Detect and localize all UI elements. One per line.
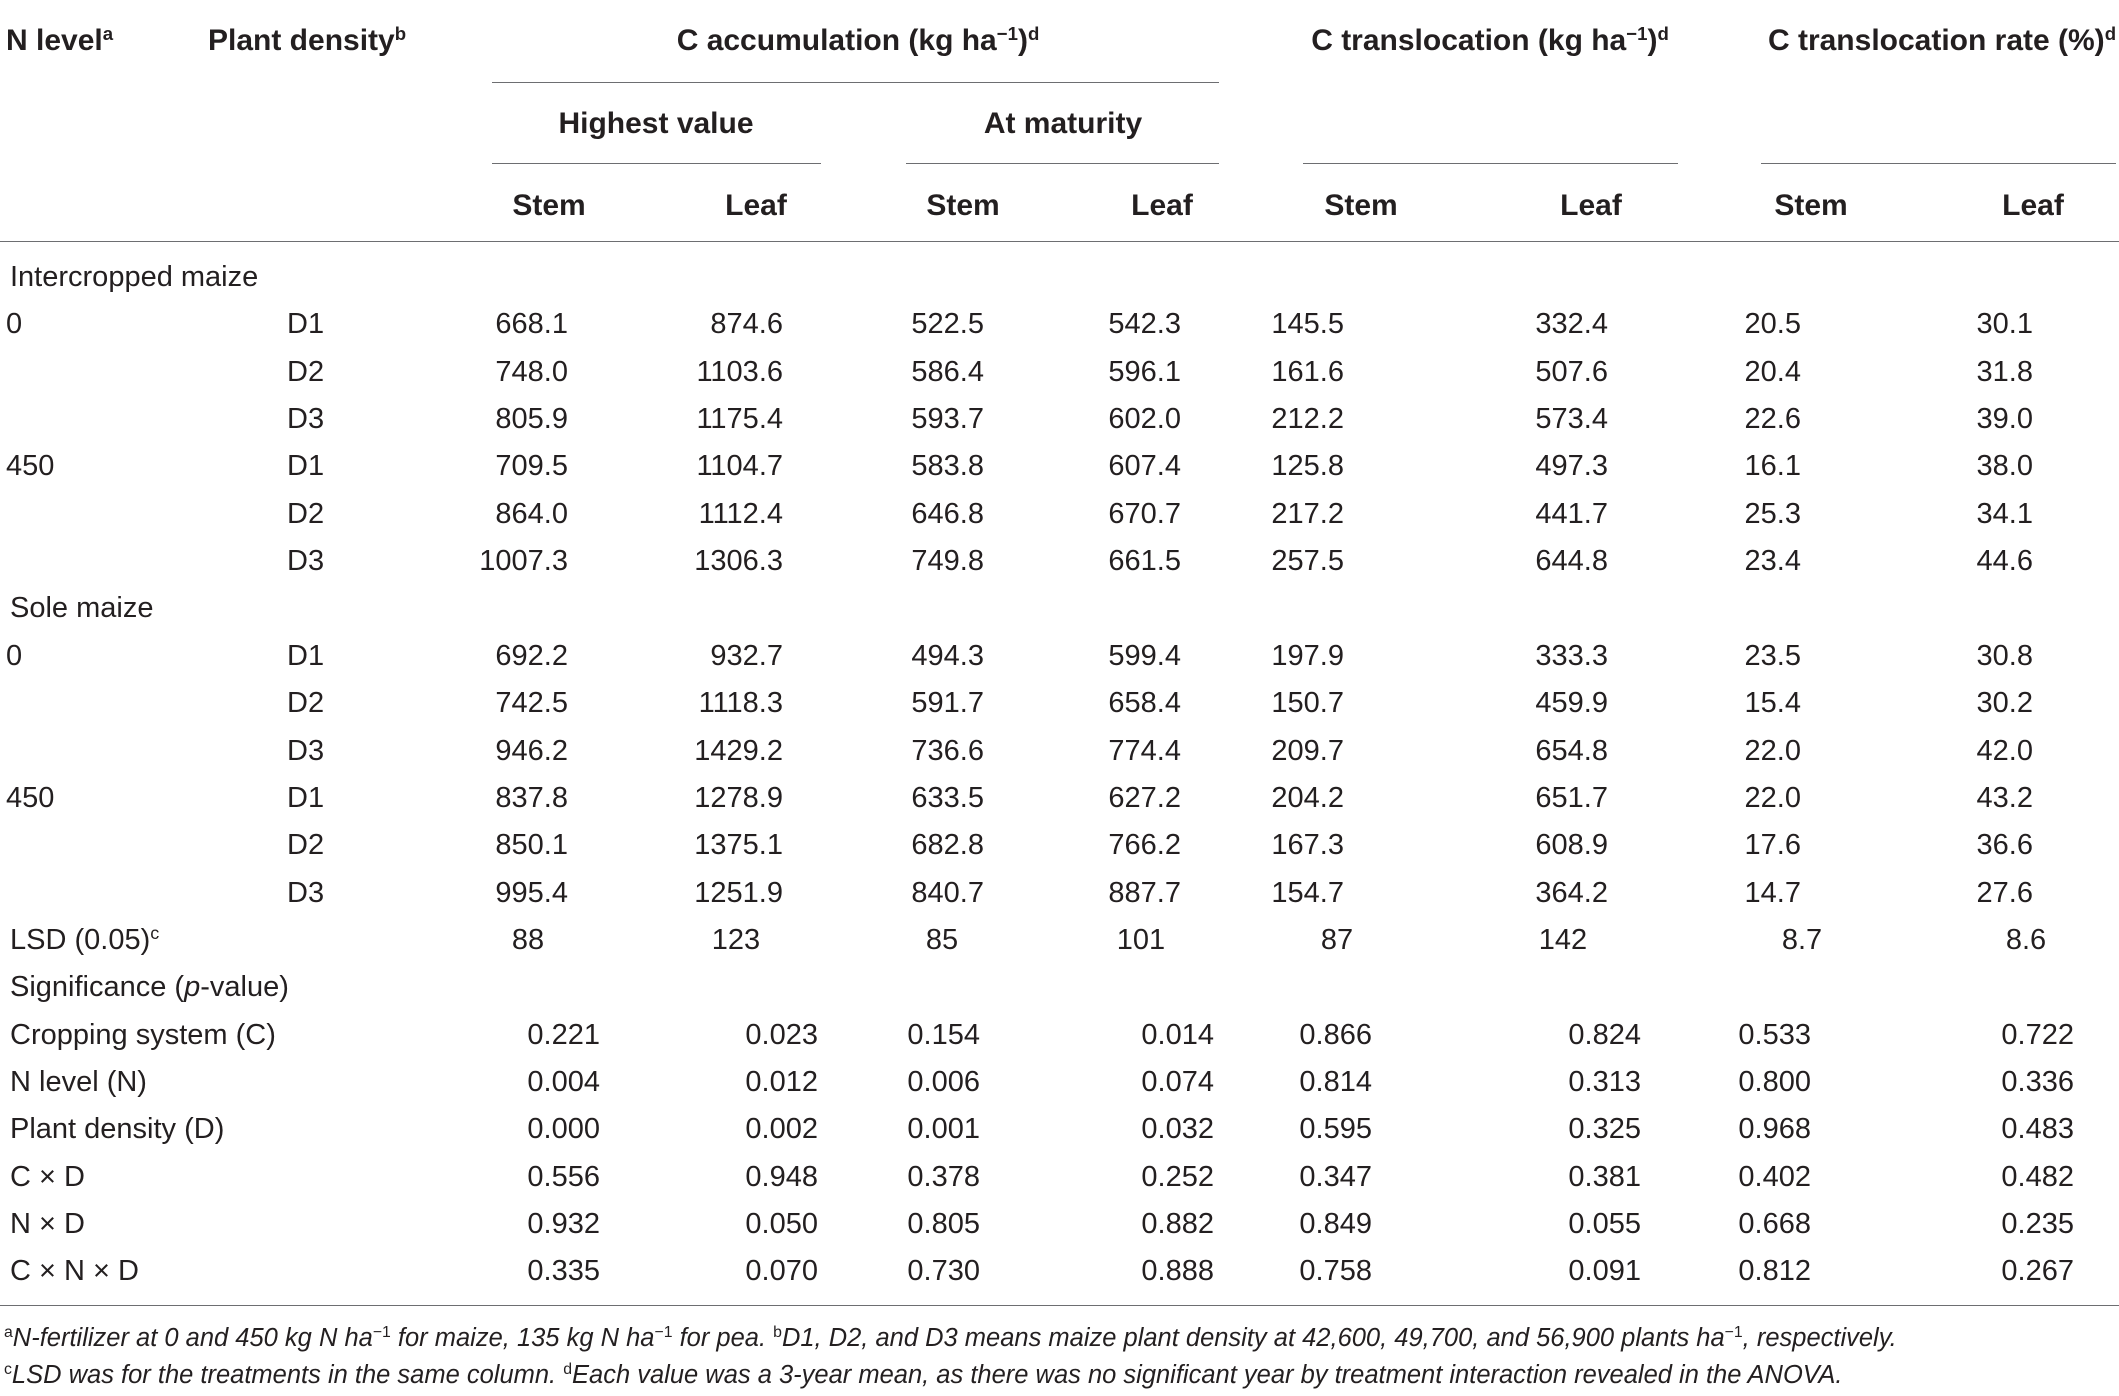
p-value-cell: 0.006 [907, 1065, 980, 1098]
lsd-value: 101 [1116, 923, 1166, 956]
plant-density-cell: D2 [287, 829, 325, 862]
p-value-cell: 0.948 [745, 1160, 818, 1193]
p-value-cell: 0.722 [2001, 1018, 2074, 1051]
p-value-cell: 0.070 [745, 1255, 818, 1288]
p-value-cell: 0.730 [907, 1255, 980, 1288]
value-cell: 204.2 [1271, 781, 1344, 814]
value-cell: 161.6 [1271, 355, 1344, 388]
header-n-level: N level$^a$ [6, 22, 114, 57]
value-cell: 14.7 [1744, 876, 1801, 909]
lsd-value: 123 [711, 923, 761, 956]
value-cell: 774.4 [1108, 734, 1181, 767]
value-cell: 1103.6 [696, 355, 783, 388]
plant-density-cell: D1 [287, 639, 325, 672]
p-value-cell: 0.402 [1738, 1160, 1811, 1193]
value-cell: 15.4 [1744, 687, 1801, 720]
value-cell: 742.5 [495, 687, 568, 720]
p-value-cell: 0.595 [1299, 1113, 1372, 1146]
header-plant-density: Plant density$^b$ [208, 22, 407, 57]
footnote-line-2: $^c$LSD was for the treatments in the same column. $^d$Each value was a 3-year mean, as there was no significant year by treatment interaction revealed in the ANOVA. [4, 1361, 1843, 1389]
value-cell: 608.9 [1535, 829, 1608, 862]
spanner-rule-c-accumulation [492, 82, 1219, 83]
value-cell: 658.4 [1108, 687, 1181, 720]
value-cell: 209.7 [1271, 734, 1344, 767]
value-cell: 607.4 [1108, 450, 1181, 483]
value-cell: 586.4 [911, 355, 984, 388]
value-cell: 646.8 [911, 497, 984, 530]
value-cell: 1112.4 [698, 497, 783, 530]
header-stem: Stem [1324, 189, 1398, 222]
value-cell: 16.1 [1744, 450, 1801, 483]
significance-factor: N × D [10, 1208, 85, 1240]
value-cell: 217.2 [1271, 497, 1344, 530]
p-value-cell: 0.888 [1141, 1255, 1214, 1288]
p-value-cell: 0.002 [745, 1113, 818, 1146]
value-cell: 441.7 [1535, 497, 1608, 530]
value-cell: 22.0 [1744, 781, 1801, 814]
value-cell: 946.2 [495, 734, 568, 767]
value-cell: 542.3 [1108, 308, 1181, 341]
p-value-cell: 0.758 [1299, 1255, 1372, 1288]
value-cell: 25.3 [1744, 497, 1801, 530]
spanner-rule-c-translocation-rate [1761, 163, 2116, 164]
lsd-value: 8.7 [1781, 923, 1823, 956]
value-cell: 1375.1 [694, 829, 783, 862]
value-cell: 34.1 [1976, 497, 2033, 530]
p-value-cell: 0.313 [1568, 1065, 1641, 1098]
value-cell: 31.8 [1976, 355, 2033, 388]
p-value-cell: 0.482 [2001, 1160, 2074, 1193]
lsd-value: 87 [1320, 923, 1354, 956]
p-value-cell: 0.800 [1738, 1065, 1811, 1098]
header-bottom-rule [0, 241, 2119, 242]
value-cell: 212.2 [1271, 403, 1344, 436]
lsd-value: 88 [511, 923, 545, 956]
p-value-cell: 0.381 [1568, 1160, 1641, 1193]
value-cell: 257.5 [1271, 545, 1344, 578]
value-cell: 44.6 [1976, 545, 2033, 578]
value-cell: 1306.3 [694, 545, 783, 578]
value-cell: 30.1 [1976, 308, 2033, 341]
significance-factor: Cropping system (C) [10, 1018, 276, 1051]
value-cell: 167.3 [1271, 829, 1344, 862]
p-value-cell: 0.267 [2001, 1255, 2074, 1288]
value-cell: 661.5 [1108, 545, 1181, 578]
header-c-translocation-rate: C translocation rate (%)$^d$ [1767, 22, 2117, 57]
header-highest-value: Highest value [558, 107, 754, 140]
value-cell: 692.2 [495, 639, 568, 672]
header-leaf: Leaf [1560, 189, 1622, 222]
value-cell: 668.1 [495, 308, 568, 341]
value-cell: 932.7 [710, 639, 783, 672]
p-value-cell: 0.012 [745, 1065, 818, 1098]
value-cell: 20.5 [1744, 308, 1801, 341]
value-cell: 150.7 [1271, 687, 1344, 720]
value-cell: 874.6 [710, 308, 783, 341]
n-level-cell: 0 [6, 308, 23, 341]
value-cell: 593.7 [911, 403, 984, 436]
p-value-cell: 0.347 [1299, 1160, 1372, 1193]
p-value-cell: 0.154 [907, 1018, 980, 1051]
value-cell: 17.6 [1744, 829, 1801, 862]
p-value-cell: 0.866 [1299, 1018, 1372, 1051]
plant-density-cell: D2 [287, 497, 325, 530]
p-value-cell: 0.252 [1141, 1160, 1214, 1193]
header-leaf: Leaf [2002, 189, 2064, 222]
lsd-value: 8.6 [2005, 923, 2047, 956]
p-value-cell: 0.074 [1141, 1065, 1214, 1098]
header-stem: Stem [926, 189, 1000, 222]
value-cell: 602.0 [1108, 403, 1181, 436]
spanner-rule-highest-value [492, 163, 821, 164]
value-cell: 583.8 [911, 450, 984, 483]
value-cell: 23.5 [1744, 639, 1801, 672]
value-cell: 27.6 [1976, 876, 2033, 909]
value-cell: 682.8 [911, 829, 984, 862]
value-cell: 573.4 [1535, 403, 1608, 436]
value-cell: 766.2 [1108, 829, 1181, 862]
value-cell: 1429.2 [694, 734, 783, 767]
p-value-cell: 0.483 [2001, 1113, 2074, 1146]
p-value-cell: 0.882 [1141, 1208, 1214, 1240]
value-cell: 1278.9 [694, 781, 783, 814]
group-label: Intercropped maize [10, 261, 259, 293]
value-cell: 627.2 [1108, 781, 1181, 814]
value-cell: 644.8 [1535, 545, 1608, 578]
value-cell: 364.2 [1535, 876, 1608, 909]
header-c-translocation: C translocation (kg $ha^{-1})^d$ [1311, 22, 1669, 57]
plant-density-cell: D2 [287, 687, 325, 720]
plant-density-cell: D2 [287, 355, 325, 388]
value-cell: 1175.4 [696, 403, 783, 436]
p-value-cell: 0.032 [1141, 1113, 1214, 1146]
n-level-cell: 450 [6, 781, 55, 814]
plant-density-cell: D1 [287, 308, 325, 341]
value-cell: 749.8 [911, 545, 984, 578]
header-leaf: Leaf [725, 189, 787, 222]
p-value-cell: 0.556 [527, 1160, 600, 1193]
p-value-cell: 0.378 [907, 1160, 980, 1193]
value-cell: 633.5 [911, 781, 984, 814]
significance-factor: N level (N) [10, 1065, 147, 1098]
p-value-cell: 0.235 [2001, 1208, 2074, 1240]
value-cell: 38.0 [1976, 450, 2033, 483]
value-cell: 1104.7 [696, 450, 783, 483]
p-value-cell: 0.824 [1568, 1018, 1641, 1051]
p-value-cell: 0.336 [2001, 1065, 2074, 1098]
p-value-cell: 0.023 [745, 1018, 818, 1051]
p-value-cell: 0.812 [1738, 1255, 1811, 1288]
p-value-cell: 0.050 [745, 1208, 818, 1240]
n-level-cell: 450 [6, 450, 55, 483]
header-leaf: Leaf [1131, 189, 1193, 222]
p-value-cell: 0.805 [907, 1208, 980, 1240]
plant-density-cell: D1 [287, 781, 325, 814]
plant-density-cell: D1 [287, 450, 325, 483]
p-value-cell: 0.055 [1568, 1208, 1641, 1240]
value-cell: 596.1 [1108, 355, 1181, 388]
significance-factor: C × N × D [10, 1255, 139, 1288]
spanner-rule-at-maturity [906, 163, 1219, 164]
value-cell: 197.9 [1271, 639, 1344, 672]
p-value-cell: 0.533 [1738, 1018, 1811, 1051]
value-cell: 30.2 [1976, 687, 2033, 720]
value-cell: 507.6 [1535, 355, 1608, 388]
value-cell: 591.7 [911, 687, 984, 720]
value-cell: 709.5 [495, 450, 568, 483]
p-value-cell: 0.325 [1568, 1113, 1641, 1146]
n-level-cell: 0 [6, 639, 23, 672]
value-cell: 887.7 [1108, 876, 1181, 909]
value-cell: 42.0 [1976, 734, 2033, 767]
plant-density-cell: D3 [287, 876, 325, 909]
value-cell: 748.0 [495, 355, 568, 388]
p-value-cell: 0.014 [1141, 1018, 1214, 1051]
header-stem: Stem [1774, 189, 1848, 222]
p-value-cell: 0.004 [527, 1065, 600, 1098]
value-cell: 995.4 [495, 876, 568, 909]
p-value-cell: 0.968 [1738, 1113, 1811, 1146]
value-cell: 1007.3 [479, 545, 568, 578]
value-cell: 30.8 [1976, 639, 2033, 672]
p-value-cell: 0.814 [1299, 1065, 1372, 1098]
footnote-rule [0, 1305, 2119, 1306]
value-cell: 22.0 [1744, 734, 1801, 767]
p-value-cell: 0.335 [527, 1255, 600, 1288]
value-cell: 43.2 [1976, 781, 2033, 814]
value-cell: 654.8 [1535, 734, 1608, 767]
lsd-value: 142 [1538, 923, 1588, 956]
value-cell: 837.8 [495, 781, 568, 814]
significance-factor: C × D [10, 1160, 85, 1193]
plant-density-cell: D3 [287, 545, 325, 578]
value-cell: 23.4 [1744, 545, 1801, 578]
value-cell: 850.1 [495, 829, 568, 862]
group-label: Sole maize [10, 592, 154, 625]
lsd-value: 85 [925, 923, 959, 956]
value-cell: 1251.9 [694, 876, 783, 909]
value-cell: 494.3 [911, 639, 984, 672]
plant-density-cell: D3 [287, 403, 325, 436]
significance-factor: Plant density (D) [10, 1113, 225, 1146]
spanner-rule-c-translocation [1303, 163, 1678, 164]
value-cell: 39.0 [1976, 403, 2033, 436]
plant-density-cell: D3 [287, 734, 325, 767]
value-cell: 333.3 [1535, 639, 1608, 672]
significance-label: Significance (p-value) [10, 971, 289, 1004]
value-cell: 599.4 [1108, 639, 1181, 672]
p-value-cell: 0.221 [527, 1018, 600, 1051]
value-cell: 20.4 [1744, 355, 1801, 388]
value-cell: 670.7 [1108, 497, 1181, 530]
value-cell: 840.7 [911, 876, 984, 909]
value-cell: 145.5 [1271, 308, 1344, 341]
value-cell: 736.6 [911, 734, 984, 767]
value-cell: 154.7 [1271, 876, 1344, 909]
value-cell: 805.9 [495, 403, 568, 436]
value-cell: 22.6 [1744, 403, 1801, 436]
value-cell: 864.0 [495, 497, 568, 530]
value-cell: 522.5 [911, 308, 984, 341]
p-value-cell: 0.849 [1299, 1208, 1372, 1240]
value-cell: 497.3 [1535, 450, 1608, 483]
value-cell: 36.6 [1976, 829, 2033, 862]
header-at-maturity: At maturity [983, 107, 1143, 140]
p-value-cell: 0.091 [1568, 1255, 1641, 1288]
value-cell: 332.4 [1535, 308, 1608, 341]
p-value-cell: 0.000 [527, 1113, 600, 1146]
footnote-line-1: $^a$N-fertilizer at 0 and 450 kg N $ha^{-1}$ for maize, 135 kg N $ha^{-1}$ for pea. $^b$D1, D2, and D3 means maize plant density at 42,600, 49,700, and 56,900 plants $ha^{-1}$, respectively. [4, 1324, 1897, 1352]
p-value-cell: 0.932 [527, 1208, 600, 1240]
value-cell: 651.7 [1535, 781, 1608, 814]
value-cell: 125.8 [1271, 450, 1344, 483]
header-c-accumulation: C accumulation (kg $ha^{-1})^d$ [676, 22, 1040, 57]
header-stem: Stem [512, 189, 586, 222]
value-cell: 1118.3 [698, 687, 783, 720]
p-value-cell: 0.001 [907, 1113, 980, 1146]
p-value-cell: 0.668 [1738, 1208, 1811, 1240]
lsd-label: LSD $(0.05)^c$ [10, 923, 160, 956]
value-cell: 459.9 [1535, 687, 1608, 720]
